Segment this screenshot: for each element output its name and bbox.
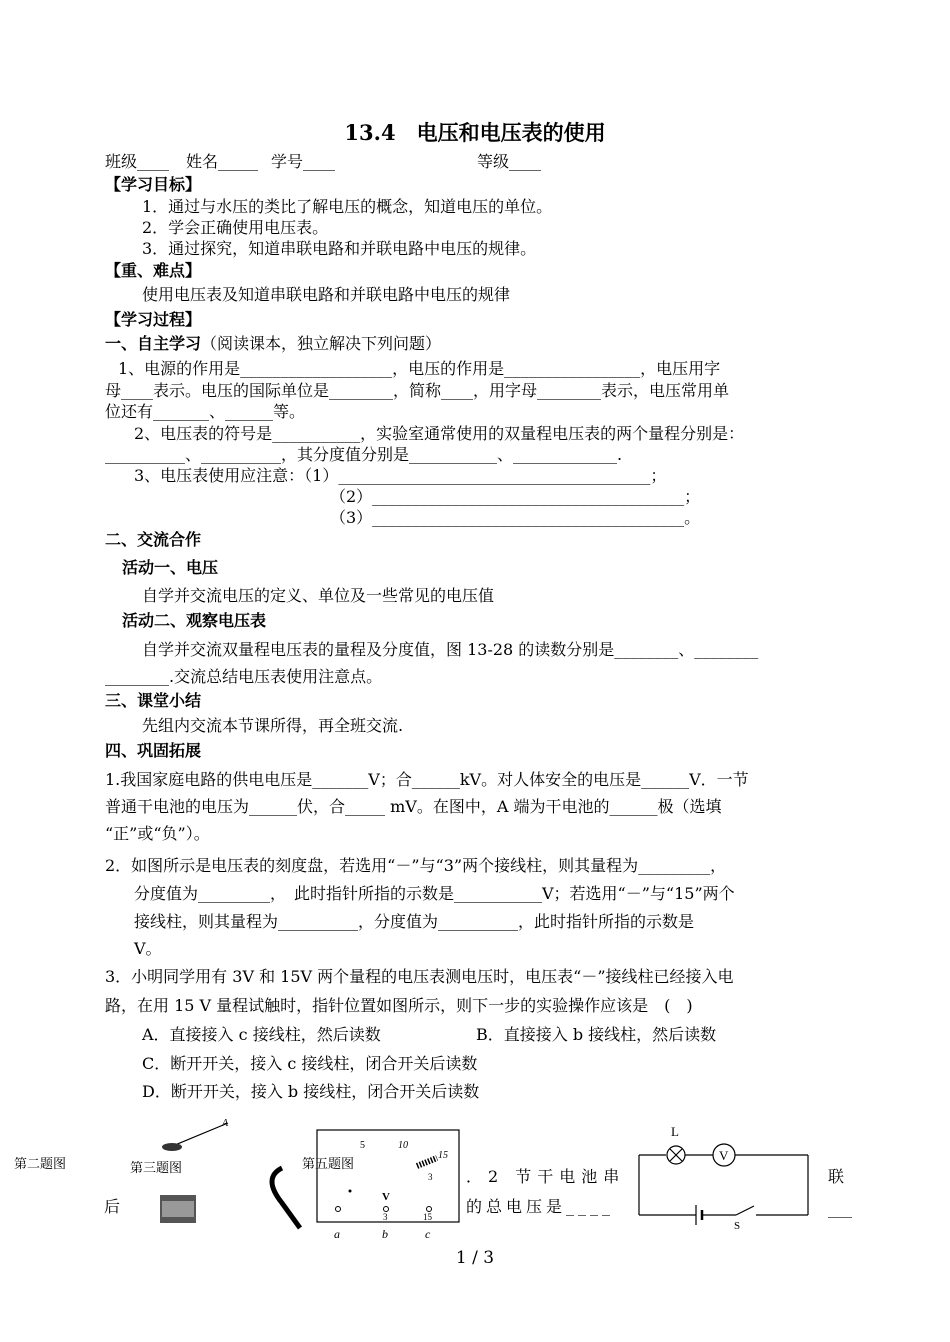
name-field: 姓名_____ bbox=[186, 152, 259, 171]
lamp-label: L bbox=[671, 1124, 679, 1139]
class-field: 班级____ bbox=[105, 152, 170, 171]
page-number: 1 / 3 bbox=[455, 1248, 495, 1268]
fig2-label: 第二题图 bbox=[14, 1157, 67, 1172]
s1-q3-item3: （3）_______________________________________。 bbox=[330, 508, 701, 527]
activity2-heading: 活动二、观察电压表 bbox=[122, 611, 267, 630]
activity2-line2: ________.交流总结电压表使用注意点。 bbox=[105, 667, 383, 686]
switch-icon bbox=[736, 1206, 754, 1215]
terminal-3-label: 3 bbox=[383, 1212, 388, 1222]
battery-wire bbox=[175, 1123, 228, 1145]
battery-figure bbox=[150, 1115, 240, 1230]
battery-label-band bbox=[162, 1201, 194, 1217]
s4-q2-line1: 2．如图所示是电压表的刻度盘，若选用“－”与“3”两个接线柱，则其量程为_________， bbox=[105, 856, 727, 875]
process-heading: 【学习过程】 bbox=[105, 310, 202, 329]
s4-q2-line2: 分度值为_________， 此时指针所指的示数是___________V；若选用“－”与“15”两个 bbox=[134, 884, 735, 903]
battery-top bbox=[162, 1143, 182, 1151]
voltmeter-label: V bbox=[719, 1148, 729, 1163]
s1-q2-line1: 2、电压表的符号是___________，实验室通常使用的双量程电压表的两个量程分别是： bbox=[134, 424, 745, 443]
option-b: B．直接接入 b 接线柱，然后读数 bbox=[476, 1025, 717, 1044]
goal-item: 3．通过探究，知道串联电路和并联电路中电压的规律。 bbox=[142, 239, 537, 258]
scale-label-15: 15 bbox=[438, 1150, 448, 1161]
terminal-letter-b: b bbox=[382, 1227, 388, 1241]
page-title: 13.4 电压和电压表的使用 bbox=[344, 120, 606, 145]
meter-scale-marks bbox=[417, 1158, 437, 1166]
terminal-minus bbox=[336, 1207, 341, 1212]
section1-heading-line bbox=[105, 334, 441, 354]
key-points-text: 使用电压表及知道串联电路和并联电路中电压的规律 bbox=[142, 285, 511, 304]
s1-q1-line1: 1、电源的作用是___________________，电压的作用是_________________，电压用字 bbox=[118, 359, 721, 378]
student-id-field: 学号____ bbox=[271, 152, 336, 171]
goal-item: 1．通过与水压的类比了解电压的概念，知道电压的单位。 bbox=[142, 197, 553, 216]
terminal-15 bbox=[427, 1207, 432, 1212]
s4-q1-line3: “正”或“负”）。 bbox=[105, 824, 210, 843]
terminal-letter-a: a bbox=[334, 1227, 340, 1241]
s4-q1-line2: 普通干电池的电压为______伏，合_____ mV。在图中，A 端为干电池的______极（选填 bbox=[105, 797, 722, 816]
terminal-3 bbox=[384, 1207, 389, 1212]
key-points-heading: 【重、难点】 bbox=[105, 261, 202, 280]
option-a: A．直接接入 c 接线柱，然后读数 bbox=[142, 1025, 381, 1044]
s1-q1-line3: 位还有_______、______等。 bbox=[105, 402, 306, 421]
s4-q2-line3: 接线柱，则其量程为__________，分度值为__________，此时指针所指的示数是 bbox=[134, 912, 695, 931]
activity1-text: 自学并交流电压的定义、单位及一些常见的电压值 bbox=[142, 586, 495, 605]
grade-field: 等级____ bbox=[477, 152, 542, 171]
terminal-15-label: 15 bbox=[423, 1212, 432, 1222]
switch-label: S bbox=[734, 1220, 741, 1232]
scale-label-3: 3 bbox=[428, 1172, 433, 1182]
section1-heading: 一、自主学习 bbox=[105, 334, 202, 353]
s4-q3-line2: 路，在用 15 V 量程试触时，指针位置如图所示，则下一步的实验操作应该是 ( ) bbox=[105, 996, 693, 1015]
lian-label: 联 bbox=[828, 1167, 845, 1186]
section3-text: 先组内交流本节课所得，再全班交流. bbox=[142, 716, 404, 735]
fig5-label: 第五题图 bbox=[302, 1157, 355, 1172]
s1-q2-line2: __________、__________，其分度值分别是___________、_____________. bbox=[105, 445, 623, 464]
point-a-label: A bbox=[222, 1118, 229, 1129]
section3-heading: 三、课堂小结 bbox=[105, 691, 202, 710]
circuit-diagram bbox=[636, 1122, 816, 1232]
s1-q1-line2: 母____表示。电压的国际单位是________，简称____，用字母________表示，电压常用单 bbox=[105, 381, 730, 400]
section1-note: （阅读课本，独立解决下列问题） bbox=[201, 334, 442, 353]
option-c: C．断开开关，接入 c 接线柱，闭合开关后读数 bbox=[142, 1054, 478, 1073]
scale-label-5: 5 bbox=[360, 1140, 365, 1151]
voltmeter-figure bbox=[262, 1128, 462, 1243]
s4-q3-line1: 3．小明同学用有 3V 和 15V 两个量程的电压表测电压时，电压表“－”接线柱已经接入电 bbox=[105, 967, 734, 986]
option-d: D．断开开关，接入 b 接线柱，闭合开关后读数 bbox=[142, 1082, 480, 1101]
s1-q3-item2: （2）_______________________________________； bbox=[330, 487, 701, 506]
scale-label-10: 10 bbox=[398, 1140, 408, 1151]
terminal-v-label: V bbox=[382, 1191, 390, 1203]
goals-heading: 【学习目标】 bbox=[105, 175, 202, 194]
meter-dot bbox=[349, 1190, 352, 1193]
fig3-label: 第三题图 bbox=[130, 1161, 183, 1176]
s1-q3-intro: 3、电压表使用应注意：（1）_______________________________________； bbox=[134, 466, 667, 485]
section4-heading: 四、巩固拓展 bbox=[105, 741, 202, 760]
activity2-line1: 自学并交流双量程电压表的量程及分度值，图 13-28 的读数分别是________、________ bbox=[142, 640, 759, 659]
q4-line2: 的总电压是____ bbox=[466, 1197, 615, 1216]
activity1-heading: 活动一、电压 bbox=[122, 558, 219, 577]
goal-item: 2．学会正确使用电压表。 bbox=[142, 218, 329, 237]
after-label: 后 bbox=[104, 1197, 121, 1216]
q4-line1: ．2 节干电池串 bbox=[466, 1167, 626, 1186]
lian-blank: ___ bbox=[828, 1199, 852, 1218]
s4-q1-line1: 1.我国家庭电路的供电电压是_______V；合______kV。对人体安全的电压是______V．一节 bbox=[105, 770, 749, 789]
terminal-letter-c: c bbox=[425, 1227, 431, 1241]
section2-heading: 二、交流合作 bbox=[105, 530, 202, 549]
s4-q2-line4: V。 bbox=[134, 939, 162, 958]
